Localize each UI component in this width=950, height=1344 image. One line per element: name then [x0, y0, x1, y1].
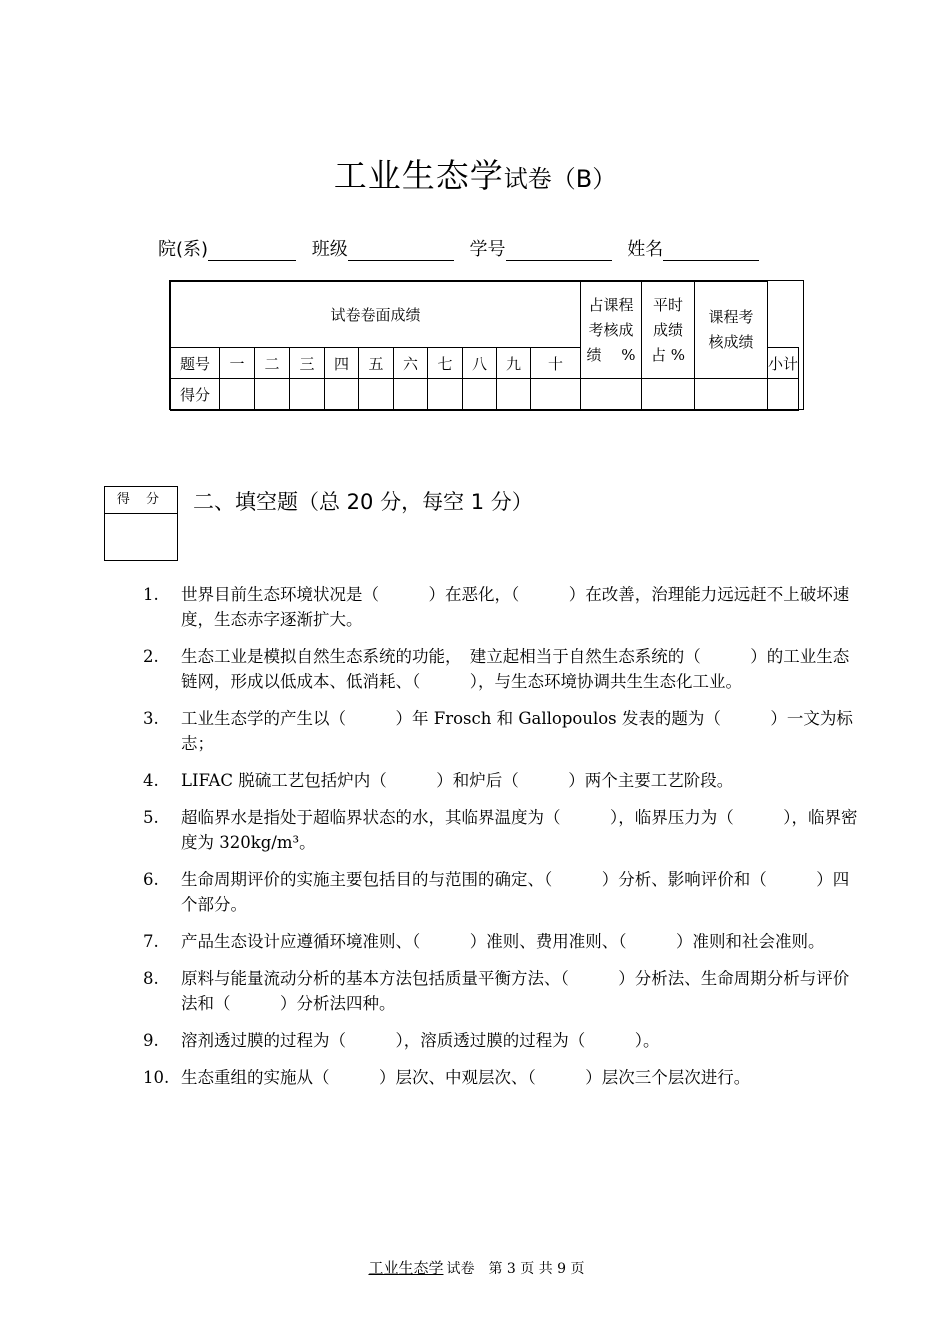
score-cell[interactable] [325, 379, 359, 411]
score-cell[interactable] [359, 379, 394, 411]
question-item [143, 805, 858, 855]
question-number: 8. [143, 969, 159, 988]
question-number: 10. [143, 1068, 170, 1087]
score-cell[interactable] [255, 379, 290, 411]
score-table-header: 试卷卷面成绩 [171, 282, 581, 348]
col-usual-line: 占 % [650, 345, 686, 364]
question-item [143, 644, 858, 694]
section-score-label: 得 分 [105, 487, 177, 514]
section-score-field[interactable] [105, 514, 177, 561]
col-final-line: 核成绩 [708, 333, 754, 351]
question-text: 生态重组的实施从（ ）层次、中观层次、（ ）层次三个层次进行。 [181, 1068, 751, 1087]
subtotal-cell[interactable] [581, 379, 642, 411]
question-item [143, 1028, 858, 1053]
question-item [143, 768, 858, 793]
question-item [143, 1065, 858, 1090]
question-text: 产品生态设计应遵循环境准则、（ ）准则、费用准则、（ ）准则和社会准则。 [181, 932, 825, 951]
question-text: 生态工业是模拟自然生态系统的功能， 建立起相当于自然生态系统的（ ）的工业生态链网，形成以低成本、低消耗、（ ），与生态环境协调共生生态化工业。 [181, 647, 850, 691]
score-cell[interactable] [497, 379, 531, 411]
question-col: 七 [428, 348, 463, 379]
col-usual [642, 282, 695, 379]
question-item [143, 966, 858, 1016]
name-field[interactable] [663, 234, 759, 261]
question-col: 四 [325, 348, 359, 379]
question-number: 1. [143, 585, 159, 604]
score-cell[interactable] [220, 379, 255, 411]
col-ratio-line: 占课程 [588, 295, 634, 314]
col-final [695, 282, 768, 379]
question-text: 溶剂透过膜的过程为（ ），溶质透过膜的过程为（ ）。 [181, 1031, 660, 1050]
question-text: 超临界水是指处于超临界状态的水，其临界温度为（ ），临界压力为（ ），临界密度为 320kg/m³。 [181, 808, 858, 852]
question-number: 2. [143, 647, 159, 666]
question-col: 六 [394, 348, 428, 379]
student-id-field[interactable] [506, 234, 612, 261]
page-footer [0, 1257, 950, 1278]
question-text: LIFAC 脱硫工艺包括炉内（ ）和炉后（ ）两个主要工艺阶段。 [181, 771, 734, 790]
col-ratio-line: 绩 % [586, 345, 636, 364]
score-cell[interactable] [463, 379, 497, 411]
question-item [143, 582, 858, 632]
question-number: 3. [143, 709, 159, 728]
question-text: 原料与能量流动分析的基本方法包括质量平衡方法、（ ）分析法、生命周期分析与评价法和（ ）分析法四种。 [181, 969, 850, 1013]
question-item [143, 706, 858, 756]
score-cell[interactable] [394, 379, 428, 411]
final-cell[interactable] [768, 379, 799, 411]
col-usual-line: 成绩 [652, 320, 683, 339]
question-number: 5. [143, 808, 159, 827]
question-col: 三 [290, 348, 325, 379]
subtotal-col: 小计 [768, 348, 799, 379]
question-item [143, 867, 858, 917]
question-col: 一 [220, 348, 255, 379]
exam-title-main: 工业生态学 [333, 156, 504, 195]
student-info-row [158, 234, 759, 261]
class-field[interactable] [348, 234, 454, 261]
score-cell[interactable] [290, 379, 325, 411]
col-ratio-line: 考核成 [588, 320, 634, 339]
exam-title [0, 150, 950, 197]
col-final-line: 课程考 [708, 308, 754, 326]
question-number: 9. [143, 1031, 159, 1050]
dept-label: 院(系) [158, 239, 209, 260]
question-col: 十 [531, 348, 581, 379]
exam-title-suffix: 试卷（B） [503, 165, 617, 193]
question-col: 二 [255, 348, 290, 379]
col-usual-line: 平时 [652, 295, 683, 314]
question-number: 6. [143, 870, 159, 889]
question-col: 八 [463, 348, 497, 379]
class-label: 班级 [311, 239, 348, 260]
section-heading: 二、填空题（总 20 分，每空 1 分） [193, 490, 533, 514]
footer-subject: 工业生态学 [368, 1259, 444, 1277]
section-score-box [104, 486, 178, 561]
question-text: 工业生态学的产生以（ ）年 Frosch 和 Gallopoulos 发表的题为（ ）一文为标志； [181, 709, 853, 753]
question-number: 4. [143, 771, 159, 790]
student-id-label: 学号 [469, 239, 506, 260]
question-text: 生命周期评价的实施主要包括目的与范围的确定、（ ）分析、影响评价和（ ）四个部分。 [181, 870, 850, 914]
question-col: 九 [497, 348, 531, 379]
score-cell[interactable] [531, 379, 581, 411]
footer-page-info: 试卷 第 3 页 共 9 页 [446, 1261, 585, 1277]
question-number: 7. [143, 932, 159, 951]
question-item [143, 929, 858, 954]
dept-field[interactable] [208, 234, 296, 261]
row-label-score: 得分 [171, 379, 220, 411]
score-cell[interactable] [428, 379, 463, 411]
score-table [170, 281, 799, 411]
row-label-question: 题号 [171, 348, 220, 379]
col-ratio [581, 282, 642, 379]
question-col: 五 [359, 348, 394, 379]
ratio-cell[interactable] [642, 379, 695, 411]
usual-cell[interactable] [695, 379, 768, 411]
question-list [143, 582, 858, 1102]
question-text: 世界目前生态环境状况是（ ）在恶化，（ ）在改善，治理能力远远赶不上破坏速度，生态赤字逐渐扩大。 [181, 585, 850, 629]
name-label: 姓名 [627, 239, 664, 260]
